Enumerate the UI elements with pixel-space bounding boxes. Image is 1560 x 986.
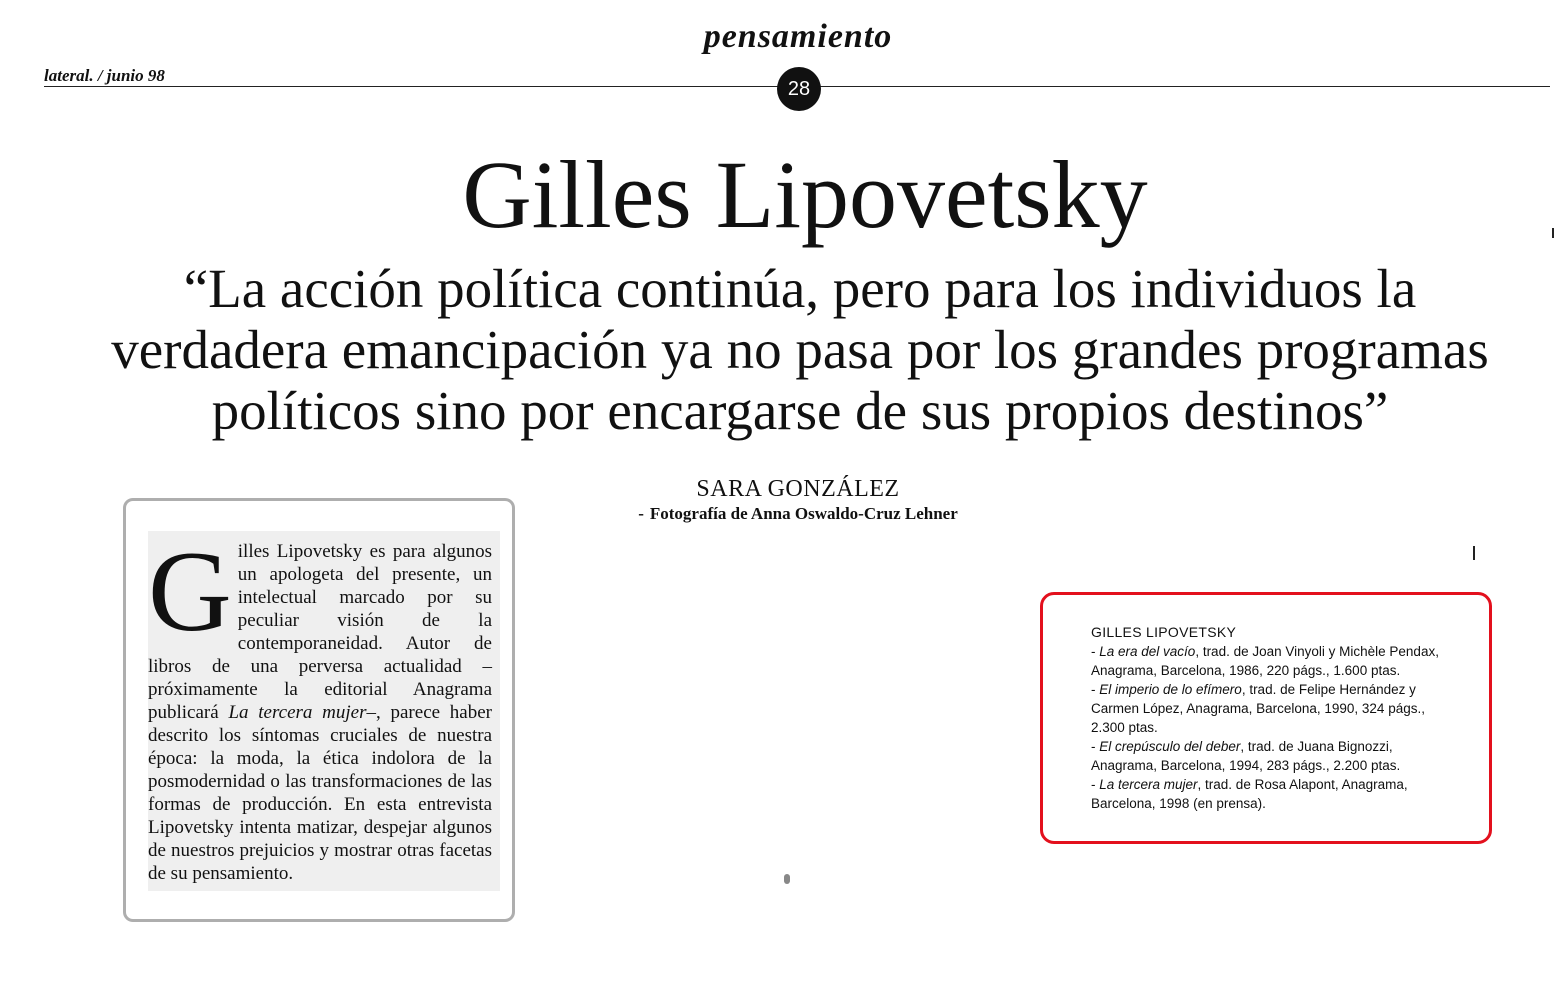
- intro-text-start: illes Lipovetsky es para algunos un apologeta del presente, un intelectual marcado por su peculiar visión de la contemporaneidad. Autor de libros de una perversa actualidad –próximamente la editorial Anagrama publicará: [148, 541, 492, 723]
- dropcap: G: [148, 528, 232, 656]
- headline: Gilles Lipovetsky: [462, 141, 1148, 248]
- bibliography-highlight-box: [1040, 592, 1492, 844]
- masthead: lateral. / junio 98: [44, 66, 165, 85]
- book-title: El imperio de lo efímero: [1099, 682, 1242, 697]
- section-label: pensamiento: [703, 18, 893, 55]
- photo-credit-text: Fotografía de Anna Oswaldo-Cruz Lehner: [649, 504, 958, 523]
- intro-paragraph: [148, 528, 492, 885]
- pull-quote-line: políticos sino por encargarse de sus propios destinos”: [211, 380, 1389, 441]
- book-details: , trad. de Felipe Hernández y Carmen López, Anagrama, Barcelona, 1990, 324 págs., 2.300 ptas.: [1091, 682, 1425, 735]
- book-details: , trad. de Juana Bignozzi, Anagrama, Barcelona, 1994, 283 págs., 2.200 ptas.: [1091, 739, 1401, 773]
- intro-book-title: La tercera mujer: [228, 702, 367, 723]
- scan-speck: [1552, 228, 1554, 238]
- scan-speck: [1473, 546, 1475, 560]
- pull-quote-line: “La acción política continúa, pero para los individuos la: [183, 258, 1417, 319]
- entry-prefix: -: [1091, 644, 1100, 659]
- bibliography-heading: GILLES LIPOVETSKY: [1091, 624, 1237, 640]
- bibliography-entry: [1091, 642, 1451, 680]
- bibliography-entry: [1091, 775, 1451, 813]
- entry-prefix: -: [1091, 739, 1100, 754]
- photo-credit-dash: -: [638, 504, 644, 523]
- bibliography-entry: [1091, 737, 1451, 775]
- pull-quote: [20, 258, 1560, 441]
- book-title: La tercera mujer: [1099, 777, 1198, 792]
- bibliography: [1091, 623, 1451, 813]
- book-title: El crepúsculo del deber: [1099, 739, 1241, 754]
- author-byline: SARA GONZÁLEZ: [696, 476, 900, 502]
- bibliography-entry: [1091, 680, 1451, 737]
- book-details: , trad. de Joan Vinyoli y Michèle Pendax, Anagrama, Barcelona, 1986, 220 págs., 1.600 ptas.: [1091, 644, 1439, 678]
- entry-prefix: -: [1091, 682, 1100, 697]
- scan-speck: [784, 874, 790, 884]
- intro-text-end: –, parece haber descrito los síntomas cruciales de nuestra época: la moda, la ética indolora de la posmodernidad o las transformaciones de las formas de producción. En esta entrevista Lipovetsky intenta matizar, despejar algunos de nuestros prejuicios y mostrar otras facetas de su pensamiento.: [148, 702, 492, 884]
- pull-quote-line: verdadera emancipación ya no pasa por los grandes programas: [111, 319, 1489, 380]
- entry-prefix: -: [1091, 777, 1100, 792]
- book-details: , trad. de Rosa Alapont, Anagrama, Barcelona, 1998 (en prensa).: [1091, 777, 1408, 811]
- book-title: La era del vacío: [1099, 644, 1196, 659]
- page-number-badge: 28: [777, 67, 821, 111]
